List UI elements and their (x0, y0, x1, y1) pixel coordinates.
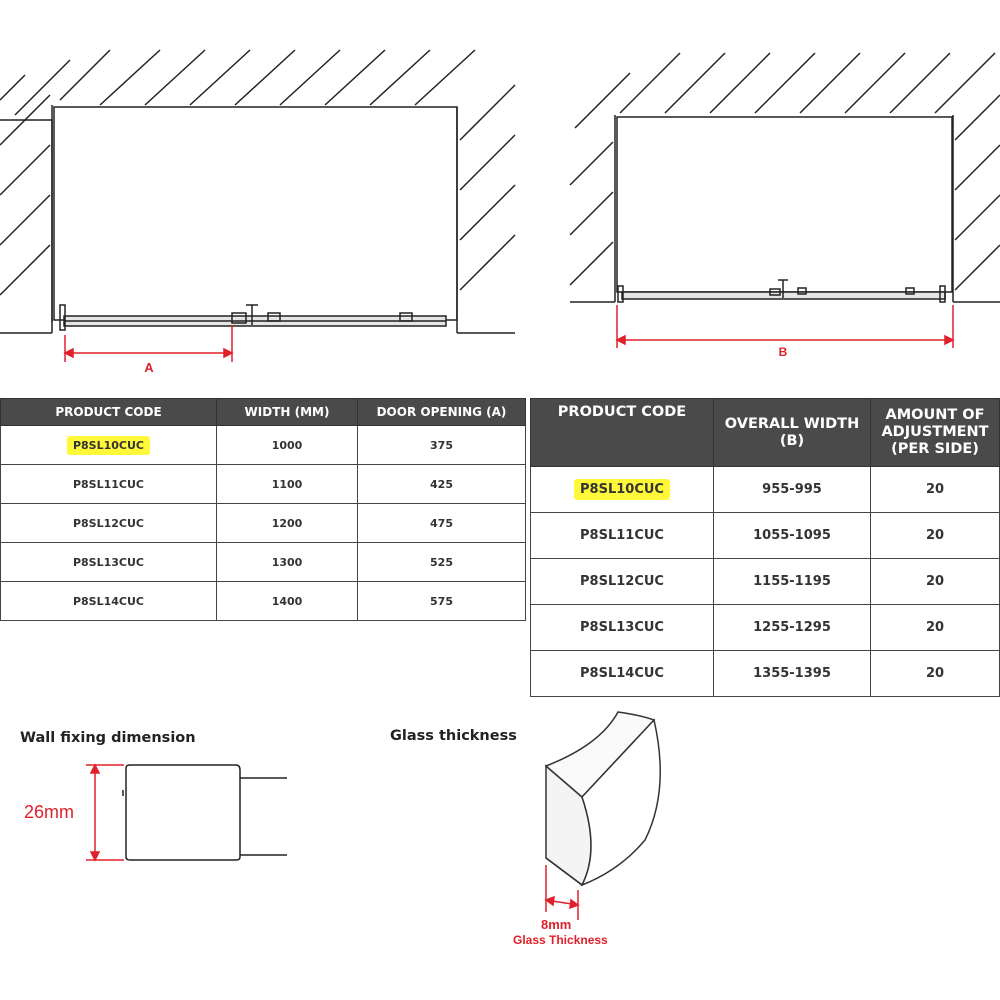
table-cell: 475 (358, 504, 526, 543)
column-header: PRODUCT CODE (531, 399, 714, 467)
table-cell: 375 (358, 426, 526, 465)
table-cell (531, 467, 714, 513)
table-cell: 20 (871, 605, 1000, 651)
table-cell: 20 (871, 651, 1000, 697)
table-cell: 1155-1195 (714, 559, 871, 605)
table-cell: 1300 (217, 543, 358, 582)
table-cell: 1100 (217, 465, 358, 504)
table-row (531, 513, 1000, 559)
column-header: AMOUNT OF ADJUSTMENT (PER SIDE) (871, 399, 1000, 467)
table-cell: 20 (871, 559, 1000, 605)
table-cell: 1200 (217, 504, 358, 543)
left-wall-hatching (0, 0, 1000, 322)
table-cell: P8SL11CUC (531, 513, 714, 559)
table-row (531, 559, 1000, 605)
dimension-b-line (617, 305, 953, 348)
dimension-26mm-line (86, 765, 124, 860)
table-cell: 955-995 (714, 467, 871, 513)
column-header: PRODUCT CODE (1, 399, 217, 426)
table-cell: 20 (871, 513, 1000, 559)
wall-fixing-dimension-label: 26mm (24, 802, 75, 822)
table-cell: P8SL12CUC (1, 504, 217, 543)
wall-fixing-title: Wall fixing dimension (20, 730, 196, 746)
table-cell: 1355-1395 (714, 651, 871, 697)
table-cell: 425 (358, 465, 526, 504)
table-cell (1, 426, 217, 465)
glass-thickness-caption: Glass Thickness (513, 933, 608, 947)
glass-thickness-title: Glass thickness (390, 728, 517, 744)
table-cell: 1055-1095 (714, 513, 871, 559)
table-cell: P8SL13CUC (531, 605, 714, 651)
product-table-left (0, 398, 526, 621)
glass-block-drawing (546, 712, 660, 885)
table-header-row (531, 399, 1000, 467)
table-row (1, 465, 526, 504)
table-cell: 575 (358, 582, 526, 621)
glass-dimension-label: 8mm (541, 917, 572, 932)
right-wall-hatching (570, 53, 1000, 290)
table-cell: P8SL12CUC (531, 559, 714, 605)
left-elevation-drawing (0, 0, 1000, 375)
table-cell: P8SL11CUC (1, 465, 217, 504)
highlighted-product-code: P8SL10CUC (67, 436, 150, 455)
right-elevation-drawing (570, 53, 1000, 359)
table-row (531, 605, 1000, 651)
table-row (1, 426, 526, 465)
column-header: WIDTH (MM) (217, 399, 358, 426)
table-header-row (1, 399, 526, 426)
table-cell: P8SL14CUC (1, 582, 217, 621)
table-cell: 1255-1295 (714, 605, 871, 651)
table-row (531, 467, 1000, 513)
wall-fixing-drawing (86, 765, 287, 860)
table-cell: P8SL14CUC (531, 651, 714, 697)
column-header: DOOR OPENING (A) (358, 399, 526, 426)
dimension-b-label: B (778, 345, 788, 359)
highlighted-product-code: P8SL10CUC (574, 479, 670, 500)
table-cell: 20 (871, 467, 1000, 513)
right-panel-frame (570, 115, 1000, 302)
table-row (1, 582, 526, 621)
table-cell: 1400 (217, 582, 358, 621)
table-cell: P8SL13CUC (1, 543, 217, 582)
product-table-right (530, 398, 1000, 697)
table-row (1, 543, 526, 582)
left-panel-frame (0, 105, 515, 333)
table-row (1, 504, 526, 543)
column-header: OVERALL WIDTH (B) (714, 399, 871, 467)
dimension-a-label: A (144, 360, 154, 375)
table-cell: 1000 (217, 426, 358, 465)
dimension-a-line (65, 325, 232, 362)
table-row (531, 651, 1000, 697)
table-cell: 525 (358, 543, 526, 582)
